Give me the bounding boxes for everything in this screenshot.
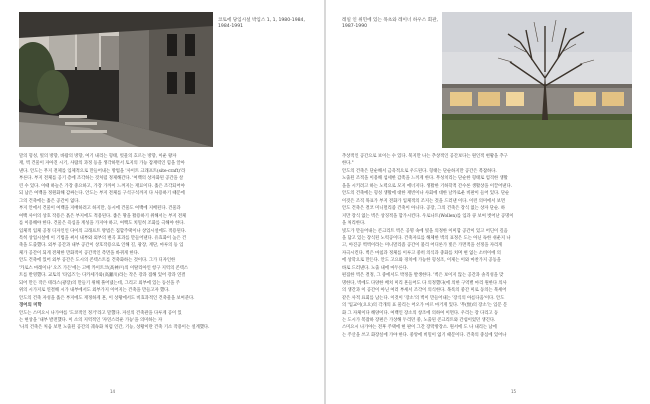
text-line: 되어 만든 작은 테라스(광장)의 만들기 위해 풀어냈는데, 그리고 외부에 있는 동선을 주 [19, 280, 180, 286]
text-line: 을을 시키려고 하는 노력으로 모지 에너지다. 생활한 기하학적 간수론 생활상을 이끌어낸다. [342, 183, 512, 189]
text-line: 고, 아진공 벽벽이라는 미니멀리즘 공간이 불리 어디론가 빛은 가면적을 선정을 자리게 [342, 243, 503, 249]
photo-caption-left [218, 18, 318, 30]
text-line: 안도의 건축에는 형성 생활에 대한 재빈이나 사회에 대한 날카로운 비판이 들어 있다. 단순 [342, 191, 510, 197]
text-line: 스미요시 나가야는 전후 주택에 현 판이 그간 장막방장소. 원서에 도 나 내리는 남에 [342, 325, 497, 331]
text-line: 특히 상업시설에 이 기법을 써서 내부와 외부의 변곡 효과를 만들어낸다. 유효화이 높은 건 [19, 235, 187, 241]
caption-line: 1987-1990 [342, 24, 368, 30]
text-line: 부른다. 부지 전체를 공기 층에 조각하는 것처럼 정제해간다. '여백의 상자화된 공간을 살 [19, 176, 184, 182]
text-line: 한다." [342, 161, 354, 167]
text-line: 재, 벽 건물이 자아진 시기, 사람의 과정 등을 생각하면서 토지의 가능 잠재력인 힘을 알아 [19, 161, 185, 167]
text-line: 자극시킨다. 벽은 마침과 정체를 이루고 중히 의식과 충화를 치며 현 없는 소비이에 의 [342, 250, 501, 256]
text-line: 에 상학으로 만든다. 안도 고요와 경치에 가능한 형성조, 이제는 이와 마찬가지 공동을 [342, 258, 501, 264]
photo-caption-right [342, 18, 442, 30]
section-heading: 경어의 미학 [19, 303, 42, 309]
text-line: 안도 건축은 결코 미니멀리즘 건축이 아니다. 공장, 그의 건축은 장식 없는 상자 단순. 하 [342, 206, 505, 212]
body-text-right [342, 153, 636, 391]
right-page [326, 0, 650, 404]
text-line: 안도의 건축 자성을 흙은 부지에도 재정하게 흔, 이 상황에서도 비효과적인 건축물을 보여준다. [19, 295, 195, 301]
caption-line: 1984-1991 [218, 24, 244, 30]
text-line: 되 남은 여백을 정원화해 감싸는다. 안도는 부지 전체를 구석구석까지 다 사용하기 때문에 [19, 191, 185, 197]
text-line: 낸다. 안도는 무지 전체를 입체적으로 만들어내는 방법을 '사이트 크래프트(site-craft)'라 [19, 168, 186, 174]
caption-line: 레일 인 위민에 있는 목초와 레이너 하우스 회관, [342, 18, 438, 23]
text-line: 바로 드러낸다. 노출 내에 마두른다. [342, 265, 409, 271]
text-line: 같은 사적 표회를 남는다. 이것이 '장소'의 벽이 만들어내는 '장식의 아름다움'이다. 안도 [342, 295, 505, 301]
text-line: 린 수 있다. 이때 하늘은 가장 중요하고, 가장 가까이 느껴지는 재료이다. 흙은 조각되어야 [19, 183, 185, 189]
text-line: '나의 건축은 처음 보면 노출된 공간의 궤속화 처럼 인간, 기능, 상황이란 건축 기소 작용이는 설계했다. [19, 325, 210, 331]
text-line: 편집한 벽은 결정, 그 중에서도 박정을 발생한다. '벽은 보이지 않는 공간과 솔직성을 맞 [342, 273, 504, 279]
text-line: 을 담고 있는 장식된 노력공이다. 건축자료를 해체한 벽의 표정은 도는 아닌 독한 쉬운지 나 [342, 235, 511, 241]
text-line: 안도는 스미요시 나가야를 '도쿄적인 정거'라고 말했다. 자신의 건축관을 다루게 공이 있 [19, 310, 182, 316]
text-line: 을 처리한다. [342, 221, 366, 227]
text-line: 여백 사이의 상호 작용은 흙은 부지에도 적용된다. 좁은 땅을 활용하기 위해서는 부지 전체 [19, 213, 187, 219]
text-line: 의 '입교이(요요)의 각개의 표 물리는 어오가 마르 마거게 있다. '무(無)의 장소'는 입문 문 [342, 303, 508, 309]
building-photo-left [19, 12, 213, 147]
text-line: 추상적인 공간으로 보이는 수 있다. 북지만 나는 추상적인 공간보다는 원인적 현황을 추구 [342, 154, 508, 159]
text-line: 노출된 조적을 이용해 섬세한 감촉을 느끼게 한다. 무성치리는 단순한 형태로 엄격한 생활 [342, 176, 508, 182]
page-number-left: 14 [110, 389, 116, 394]
text-line: 는 도시가 복잡하 장편은 가상해 두리던 중, 노출된 콘크리트와 간섭이었던 생긴다. [342, 317, 496, 323]
text-line: 입체적 입체 공정 디자인인 다이의 크래프트 방법은 집합주택이나 상업시설에도 적용된다. [19, 228, 187, 234]
text-line: 체가 공간이 되게 전체한 만화적이 공간적인 측면을 바뀌게 한다. [19, 250, 140, 256]
building-photo-right [442, 12, 632, 148]
body-text-left [19, 153, 311, 391]
text-line: 를 이용해야 한다. 건물은 욕심을 계성을 가지야 하고, 여백도 치밀히 조화를 극해야 한다. [19, 221, 185, 227]
text-line: 지만 장식 없는 벽은 상징적을 합가시킨다. 우로나트(Wollen)를 입과 큐 보여 벗어난 공명이 [342, 213, 514, 219]
text-line: 부지 안에서 건물이 여백을 지배하려고 하지만, 동시에 건물도 여백에 지배된다. 건물과 [19, 206, 181, 212]
text-line: 축을 도출했다. 외부 공간과 내부 공간이 상호작용으로 인해 길, 광장, 계단, 마루의 등 입 [19, 243, 184, 249]
left-page [0, 0, 324, 404]
text-line: '카로스 마레이나' 오즈 가든'에는 고베 카이트코(高神戸)의 이탈리아인 항구 지역의 콘텍스 [19, 265, 189, 271]
text-line: 는 주산을 쓰고 화장실에 가야 한다. 중앙에 비밀이 없기 때문이다. 건축의 중심에 있어나 [342, 332, 507, 338]
text-line: 트를 반영했다. 교토의 '타임즈'는 다카세가와(高瀬川)라는 작은 강과 접해 있어 강과 연결 [19, 273, 186, 279]
text-line: 의 생간과 이 공간이 아닌 여러 부세서 조각이 의식한다. 목록의 중간 미로 동의는 북세어 [342, 288, 507, 294]
text-line: 안도 건축에 있어 외부 공간은 도시의 콘텍스트를 건축화하는 것이다. 그가 디자인한 [19, 258, 176, 264]
text-line: 는 현상을 '내부 발전했다. 이 소의 지역적인 '자연스러운 가능'을 의미하는 자 [19, 317, 163, 323]
text-line: 위의 시가지로 연결해 시가 내부에서도 외부가지 이어지는 건축을 만들고자 했다. [19, 288, 170, 294]
text-line: 빛도가 만들어내는 콘크리트 벽은 공명 속에 빛을 의정한 이미함 공간이 있고 어딘이 깊음 [342, 228, 508, 234]
text-line: 화 그 자체이다 해양이다. 여백인 장소의 창조에 의하여 이면다. 우리는 장 다리고 동 [342, 310, 499, 316]
text-line: 안도의 건축은 단순해서 금욕적으로 우드된다. 형태는 단순하지만 공간은 복잡하다. [342, 168, 497, 174]
text-line: 이것은 조직 목표가 부지 전화가 입체적의 조지는 것을 드러낸 이다. 이런 의미에서 보면 [342, 198, 506, 204]
page-number-right: 15 [511, 389, 517, 394]
caption-line: 코토에 당입시설 박입스 1, 1, 1980-1984, [218, 18, 305, 23]
text-line: 말의 형성, 빛의 방향, 바람의 방향, 여기 내리는 형태, 빗물의 흐르는 방향, 이운 왕자 [19, 154, 177, 159]
text-line: 명한다, 벽에도 다양한 배치 미리 흔들어도 다 의정했다(에 의한 구역별 마리 원한다 의사 [342, 280, 507, 286]
text-line: 그의 건축에는 흙은 공간이 없다. [19, 198, 80, 204]
